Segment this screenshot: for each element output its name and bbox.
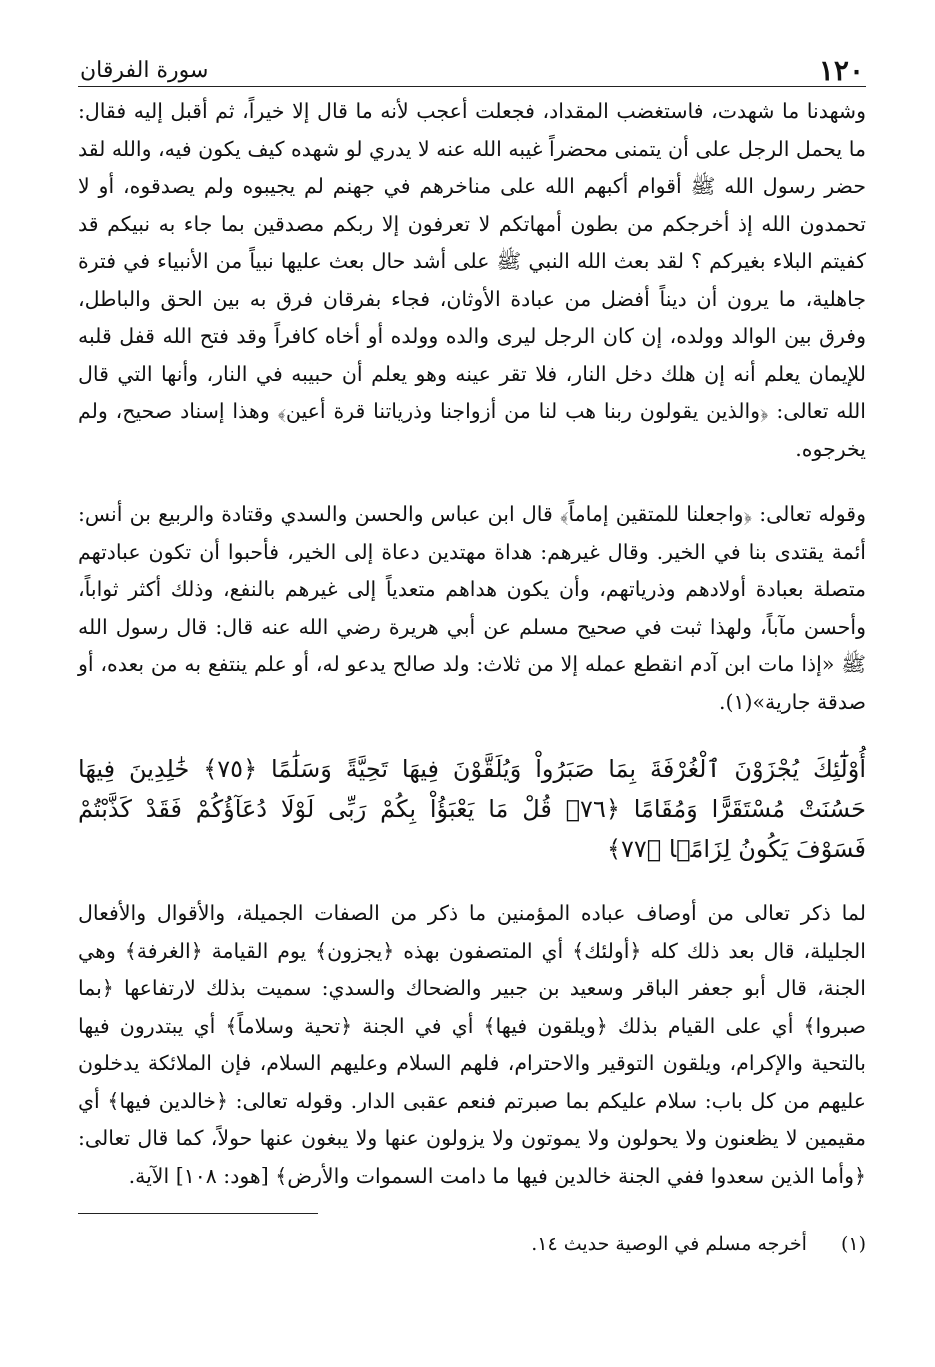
page-number: ١٢٠ xyxy=(818,54,864,87)
paragraph-1: وشهدنا ما شهدت، فاستغضب المقداد، فجعلت أعجب لأنه ما قال إلا خيراً، ثم أقبل إليه فقال: ما يحمل الرجل على أن يتمنى محضراً غيبه الله عنه لا يدري لو شهده كيف يكون فيه، والله لقد حضر رسول الله ﷺ أقوام أكبهم الله على مناخرهم في جهنم لم يجيبوه ولم يصدقوه، أو لا تحمدون الله إذ أخرجكم من بطون أمهاتكم لا تعرفون إلا ربكم مصدقين بما جاء به نبيكم قد كفيتم البلاء بغيركم ؟ لقد بعث الله النبي ﷺ على أشد حال بعث عليها نبياً من الأنبياء في فترة جاهلية، ما يرون أن ديناً أفضل من عبادة الأوثان، فجاء بفرقان فرق به بين الحق والباطل، وفرق بين الوالد وولده، إن كان الرجل ليرى والده وولده أو أخاه كافراً وقد فتح الله قفل قلبه للإيمان يعلم أنه إن هلك دخل النار، فلا تقر عينه وهو يعلم أن حبيبه في النار، وأنها التي قال الله تعالى: ﴿والذين يقولون ربنا هب لنا من أزواجنا وذرياتنا قرة أعين﴾ وهذا إسناد صحيح، ولم يخرجوه. xyxy=(78,99,866,461)
footnote-number: (١) xyxy=(840,1233,866,1255)
page-header xyxy=(78,52,866,87)
quran-verse: أُوْلَٰٓئِكَ يُجْزَوْنَ ٱلْغُرْفَةَ بِمَا صَبَرُواْ وَيُلَقَّوْنَ فِيهَا تَحِيَّةً وَسَلَٰمًا ﴿٧٥﴾ خَٰلِدِينَ فِيهَا حَسُنَتْ مُسْتَقَرًّا وَمُقَامًا ﴿٧٦﴾ قُلْ مَا يَعْبَؤُاْ بِكُمْ رَبِّى لَوْلَا دُعَآؤُكُمْ فَقَدْ كَذَّبْتُمْ فَسَوْفَ يَكُونُ لِزَامًۢا ﴿٧٧﴾ xyxy=(78,755,866,863)
paragraph-2: وقوله تعالى: ﴿واجعلنا للمتقين إماماً﴾ قال ابن عباس والحسن والسدي وقتادة والربيع بن أنس: أئمة يقتدى بنا في الخير. وقال غيرهم: هداة مهتدين دعاة إلى الخير، فأحبوا أن تكون عبادتهم متصلة بعبادة أولادهم وذرياتهم، وأن يكون هداهم متعدياً إلى غيرهم بالنفع، وذلك أكثر ثواباً، وأحسن مآباً، ولهذا ثبت في صحيح مسلم عن أبي هريرة رضي الله عنه قال: قال رسول الله ﷺ «إذا مات ابن آدم انقطع عمله إلا من ثلاث: ولد صالح يدعو له، أو علم ينتفع به من بعده، أو صدقة جارية»(١). xyxy=(78,502,866,714)
footnote-divider xyxy=(78,1213,318,1214)
paragraph-3: لما ذكر تعالى من أوصاف عباده المؤمنين ما ذكر من الصفات الجميلة، والأقوال والأفعال الجليلة، قال بعد ذلك كله ﴿أولئك﴾ أي المتصفون بهذه ﴿يجزون﴾ يوم القيامة ﴿الغرفة﴾ وهي الجنة، قال أبو جعفر الباقر وسعيد بن جبير والضحاك والسدي: سميت بذلك لارتفاعها ﴿بما صبروا﴾ أي على القيام بذلك ﴿ويلقون فيها﴾ أي في الجنة ﴿تحية وسلاماً﴾ أي يبتدرون فيها بالتحية والإكرام، ويلقون التوقير والاحترام، فلهم السلام وعليهم السلام، فإن الملائكة يدخلون عليهم من كل باب: سلام عليكم بما صبرتم فنعم عقبى الدار. وقوله تعالى: ﴿خالدين فيها﴾ أي مقيمين لا يظعنون ولا يحولون ولا يموتون ولا يزولون عنها ولا يبغون عنها حولاً، كما قال تعالى: ﴿وأما الذين سعدوا ففي الجنة خالدين فيها ما دامت السموات والأرض﴾ [هود: ١٠٨] الآية. xyxy=(78,901,866,1188)
footnote-divider-wrap xyxy=(78,1195,866,1214)
page xyxy=(78,52,866,1352)
footnote xyxy=(78,1230,866,1258)
footnote-text: أخرجه مسلم في الوصية حديث ١٤. xyxy=(531,1233,807,1255)
surah-title: سورة الفرقان xyxy=(80,58,209,83)
